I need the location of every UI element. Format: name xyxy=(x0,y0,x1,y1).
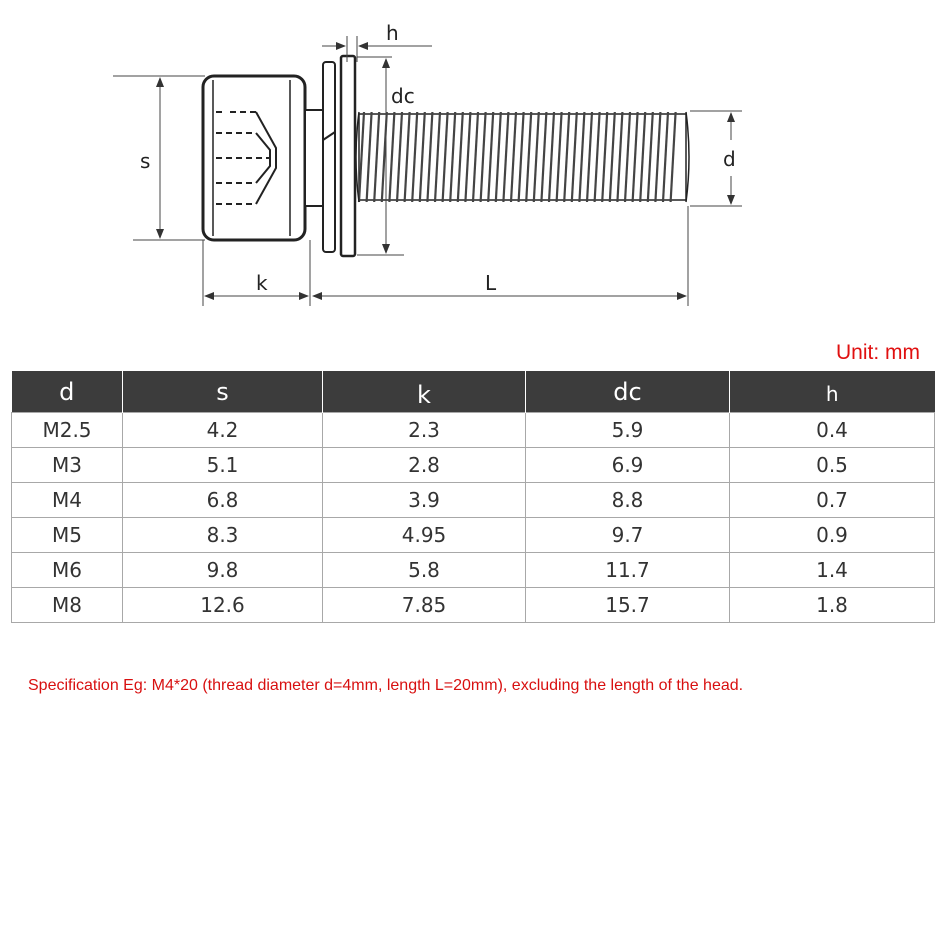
table-row xyxy=(12,553,935,588)
header-s: s xyxy=(123,371,323,413)
cell-s: 8.3 xyxy=(123,518,323,553)
screw-dimension-diagram xyxy=(0,0,945,330)
cell-s: 12.6 xyxy=(123,588,323,623)
table-row xyxy=(12,518,935,553)
flat-washer xyxy=(341,56,355,256)
spec-table xyxy=(11,371,935,623)
header-d: d xyxy=(12,371,123,413)
table-row xyxy=(12,448,935,483)
cell-dc: 15.7 xyxy=(526,588,730,623)
cell-k: 3.9 xyxy=(323,483,526,518)
cell-h: 0.5 xyxy=(730,448,935,483)
dim-h xyxy=(322,36,432,62)
screw-head xyxy=(203,76,305,240)
unit-label: Unit: mm xyxy=(836,341,920,364)
cell-h: 1.4 xyxy=(730,553,935,588)
table-row xyxy=(12,588,935,623)
cell-h: 1.8 xyxy=(730,588,935,623)
header-h: h xyxy=(730,371,935,413)
cell-k: 7.85 xyxy=(323,588,526,623)
cell-k: 2.3 xyxy=(323,413,526,448)
cell-k: 5.8 xyxy=(323,553,526,588)
label-k: k xyxy=(256,271,268,295)
cell-h: 0.9 xyxy=(730,518,935,553)
cell-s: 6.8 xyxy=(123,483,323,518)
header-k: k xyxy=(323,371,526,413)
cell-s: 5.1 xyxy=(123,448,323,483)
label-dc: dc xyxy=(391,84,415,108)
dim-s xyxy=(113,76,205,240)
cell-d: M8 xyxy=(12,588,123,623)
cell-dc: 5.9 xyxy=(526,413,730,448)
cell-k: 4.95 xyxy=(323,518,526,553)
cell-s: 4.2 xyxy=(123,413,323,448)
label-h: h xyxy=(386,21,399,45)
cell-d: M5 xyxy=(12,518,123,553)
thread-body xyxy=(356,112,689,202)
cell-d: M4 xyxy=(12,483,123,518)
dim-L xyxy=(313,206,688,306)
cell-h: 0.4 xyxy=(730,413,935,448)
label-s: s xyxy=(140,149,151,173)
table-row xyxy=(12,413,935,448)
cell-dc: 11.7 xyxy=(526,553,730,588)
cell-d: M3 xyxy=(12,448,123,483)
table-header-row xyxy=(12,371,935,413)
cell-dc: 6.9 xyxy=(526,448,730,483)
spring-washer xyxy=(323,62,335,252)
label-L: L xyxy=(485,271,497,295)
cell-h: 0.7 xyxy=(730,483,935,518)
spec-note: Specification Eg: M4*20 (thread diameter d=4mm, length L=20mm), excluding the length of the head. xyxy=(28,677,744,694)
cell-d: M6 xyxy=(12,553,123,588)
table-row xyxy=(12,483,935,518)
cell-d: M2.5 xyxy=(12,413,123,448)
cell-dc: 9.7 xyxy=(526,518,730,553)
cell-s: 9.8 xyxy=(123,553,323,588)
header-dc: dc xyxy=(526,371,730,413)
cell-k: 2.8 xyxy=(323,448,526,483)
label-d: d xyxy=(723,147,736,171)
cell-dc: 8.8 xyxy=(526,483,730,518)
